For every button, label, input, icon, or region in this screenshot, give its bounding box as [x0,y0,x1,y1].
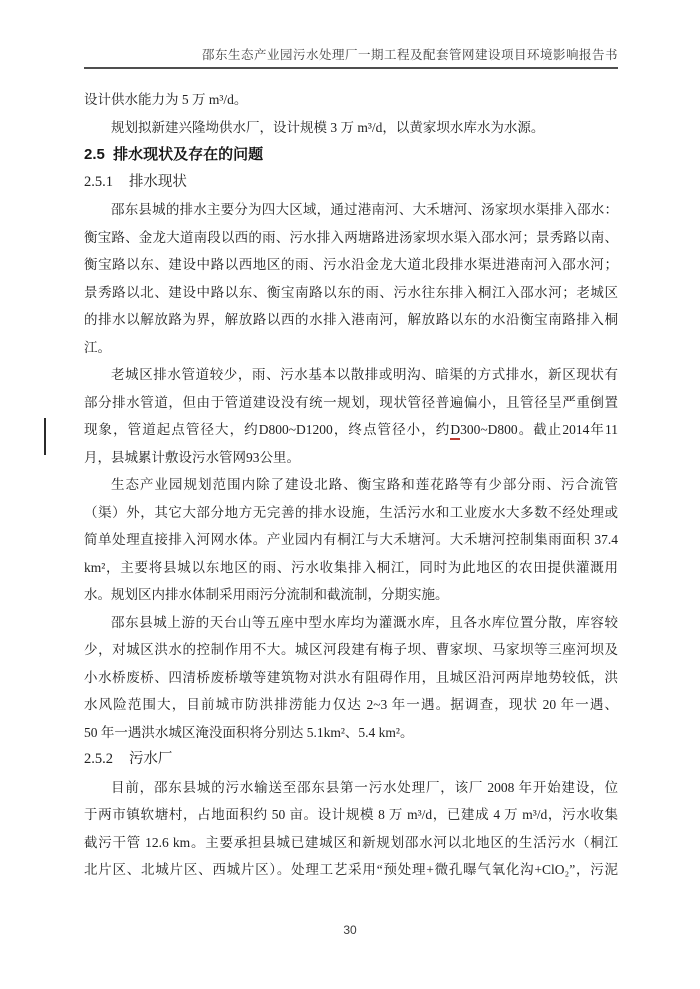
revision-marked-text: D [450,422,460,440]
section-heading-2-5-2 [84,746,618,774]
text-line: 部分排水管道，但由于管道建设没有统一规划，现状管径普遍偏小，且管径呈严重倒置 [84,394,618,410]
text-line: 月，县城累计敷设污水管网93公里。 [84,449,300,465]
text-line: 水。规划区内排水体制采用雨污分流制和截流制，分期实施。 [84,587,449,602]
header-title: 邵东生态产业园污水处理厂一期工程及配套管网建设项目环境影响报告书 [201,48,618,62]
text-line: 设计供水能力为 5 万 m³/d。 [84,92,248,107]
text-line: 50 年一遇洪水城区淹没面积将分别达 5.1km²、5.4 km²。 [84,724,414,740]
section-number: 2.5 [84,146,105,163]
text-line: 生态产业园规划范围内除了建设北路、衡宝路和莲花路等有少部分雨、污合流管 [111,477,618,492]
text-line-with-revision [84,416,618,444]
section-heading-2-5-1 [84,169,618,197]
section-number: 2.5.2 [84,751,113,767]
text-line: 邵东县城的排水主要分为四大区域，通过港南河、大禾塘河、汤家坝水渠排入邵水： [111,202,618,217]
text-line: 老城区排水管道较少，雨、污水基本以散排或明沟、暗渠的方式排水，新区现状有 [111,367,618,382]
text-segment: 300~D800。截止2014年11 [460,422,618,437]
revision-change-bar [44,418,46,455]
text-line: 简单处理直接排入河网水体。产业园内有桐江与大禾塘河。大禾塘河控制集雨面积 37.4 [84,532,618,547]
text-line: 北片区、北城片区、西城片区）。处理工艺采用“预处理+微孔曝气氧化沟+ClO₂”，污泥 [84,862,618,877]
text-line: 目前，邵东县城的污水输送至邵东县第一污水处理厂，该厂 2008 年开始建设，位 [111,779,618,795]
text-line: 江。 [84,339,111,355]
text-line: 水风险范围大，目前城市防洪排涝能力仅达 2~3 年一遇。据调查，现状 20 年一遇、 [84,697,618,712]
text-line: 衡宝路以东、建设中路以西地区的雨、污水沿金龙大道北段排水渠进港南河入邵水河； [84,257,618,272]
text-line: 规划拟新建兴隆坳供水厂，设计规模 3 万 m³/d，以黄家坝水库水为水源。 [111,119,545,135]
document-body [84,86,618,884]
section-title: 排水现状 [128,173,187,190]
header-rule [84,67,618,69]
text-line: 于两市镇软塘村，占地面积约 50 亩。设计规模 8 万 m³/d，已建成 4 万 m³/d，污水收集 [84,807,618,822]
text-line: 的排水以解放路为界，解放路以西的水排入港南河，解放路以东的水沿衡宝南路排入桐 [84,312,618,327]
text-line: （渠）外，其它大部分地方无完善的排水设施，生活污水和工业废水大多数不经处理或 [84,504,618,520]
text-line: 衡宝路、金龙大道南段以西的雨、污水排入两塘路进汤家坝水渠入邵水河；景秀路以南、 [84,229,618,245]
section-title: 排水现状及存在的问题 [113,146,264,163]
text-line: 小水桥废桥、四清桥废桥墩等建筑物对洪水有阻碍作用，且城区沿河两岸地势较低，洪 [84,669,618,685]
section-title: 污水厂 [128,751,173,767]
text-line: km²，主要将县城以东地区的雨、污水收集排入桐江，同时为此地区的农田提供灌溉用 [84,559,618,575]
text-line: 截污干管 12.6 km。主要承担县城已建城区和新规划邵水河以北地区的生活污水（桐江 [84,834,618,850]
page-number: 30 [343,923,357,937]
text-segment: 现象，管道起点管径大，约D800~D1200，终点管径小，约 [84,422,451,437]
text-line: 少，对城区洪水的控制作用不大。城区河段建有梅子坝、曹家坝、马家坝等三座河坝及 [84,642,618,657]
section-heading-2-5 [84,141,618,169]
text-line: 邵东县城上游的天台山等五座中型水库均为灌溉水库，且各水库位置分散，库容较 [111,614,618,630]
text-line: 景秀路以北、建设中路以东、衡宝南路以东的雨、污水往东排入桐江入邵水河；老城区 [84,284,618,300]
section-number: 2.5.1 [84,173,113,190]
